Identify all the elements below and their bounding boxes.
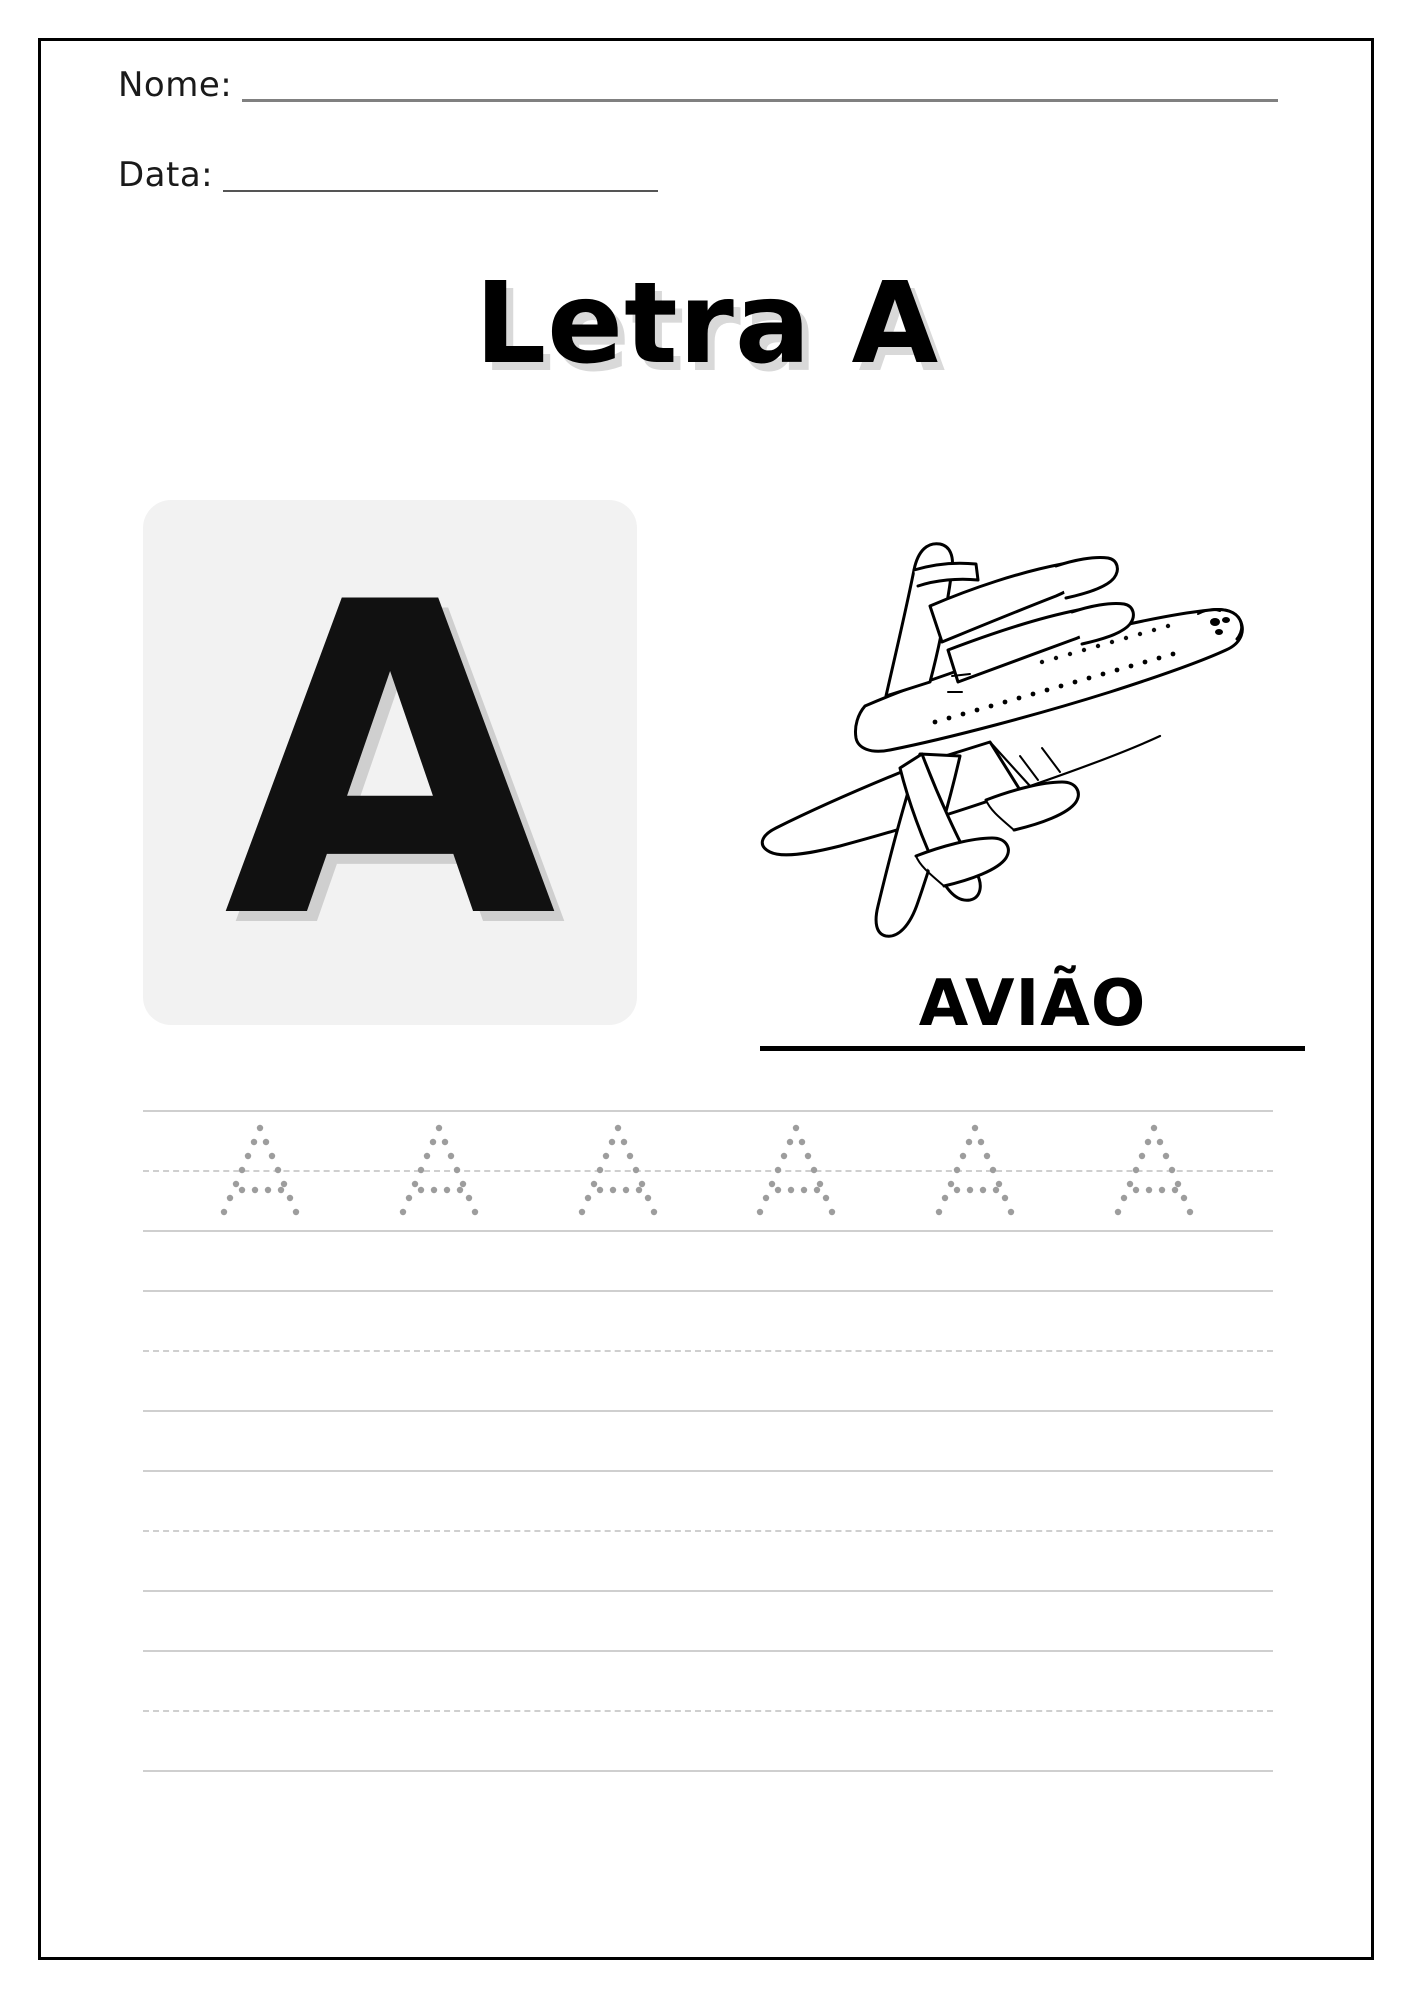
airplane-icon [690, 510, 1330, 980]
rule-mid [143, 1710, 1273, 1712]
rule-bottom [143, 1410, 1273, 1412]
dotted-letter-a [749, 1120, 845, 1230]
dotted-letter-a [1107, 1120, 1203, 1230]
rule-top [143, 1290, 1273, 1292]
practice-row-3[interactable] [143, 1470, 1273, 1650]
name-field[interactable] [118, 65, 1278, 105]
rule-top [143, 1470, 1273, 1472]
rule-bottom [143, 1770, 1273, 1772]
dotted-letter-a [928, 1120, 1024, 1230]
trace-letter-row [143, 1110, 1273, 1230]
date-field-label: Data: [118, 155, 214, 195]
rule-bottom [143, 1230, 1273, 1232]
rule-bottom [143, 1590, 1273, 1592]
date-field[interactable] [118, 155, 658, 195]
dotted-letter-a [571, 1120, 667, 1230]
letter-card [143, 500, 637, 1025]
page-title: Letra A [474, 259, 940, 389]
practice-row-4[interactable] [143, 1650, 1273, 1830]
dotted-letter-a [213, 1120, 309, 1230]
date-field-label-wrap [118, 155, 223, 195]
practice-row-2[interactable] [143, 1290, 1273, 1470]
practice-area [143, 1110, 1273, 1830]
name-field-label-wrap [118, 65, 242, 105]
name-field-line [118, 99, 1278, 102]
word-underline [760, 1046, 1305, 1051]
rule-mid [143, 1530, 1273, 1532]
rule-mid [143, 1350, 1273, 1352]
rule-top [143, 1650, 1273, 1652]
word-label: AVIÃO [918, 967, 1147, 1041]
dotted-letter-a [392, 1120, 488, 1230]
name-field-label: Nome: [118, 65, 233, 105]
big-letter: A [223, 512, 557, 1013]
practice-row-1[interactable] [143, 1110, 1273, 1290]
